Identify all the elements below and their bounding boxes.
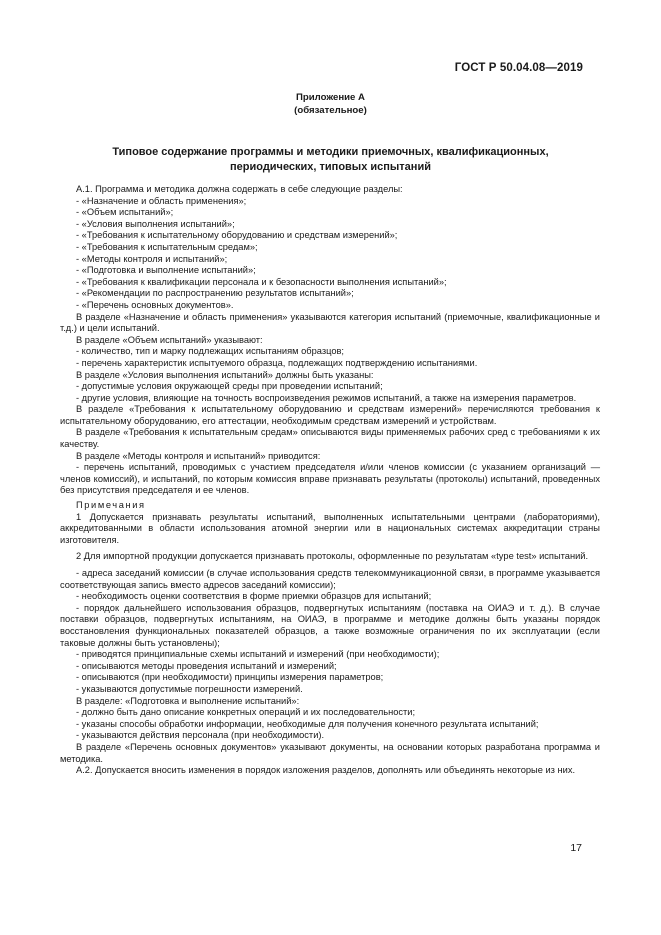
body-paragraph: А.1. Программа и методика должна содержать в себе следующие разделы: xyxy=(76,184,403,194)
body-paragraph: В разделе «Объем испытаний» указывают: xyxy=(76,334,263,345)
body-paragraph: А.2. Допускается вносить изменения в порядок изложения разделов, дополнять или объединять некоторые из них. xyxy=(76,765,576,776)
body-paragraph: В разделе: «Подготовка и выполнение испытаний»: xyxy=(76,695,300,706)
body-paragraph: 2 Для импортной продукции допускается признавать протоколы, оформленные по результатам «type test» испытаний. xyxy=(76,551,589,562)
body-paragraph: - допустимые условия окружающей среды при проведении испытаний; xyxy=(76,381,383,392)
body-paragraph: В разделе «Условия выполнения испытаний» должны быть указаны: xyxy=(76,369,374,380)
body-paragraph: В разделе «Требования к испытательному оборудованию и средствам измерений» перечисляются требования к испытательному оборудованию, его аттестации, необходимым средствам измерений и устройствам. xyxy=(60,404,600,426)
body-paragraph: - количество, тип и марку подлежащих испытаниям образцов; xyxy=(76,346,345,357)
body-paragraph: - адреса заседаний комиссии (в случае использования средств телекоммуникационной связи, в программе указывается соответствующая запись вместо адресов заседаний комиссии); xyxy=(60,568,600,590)
body-paragraph: В разделе «Перечень основных документов» указывают документы, на основании которых разработана программа и методика. xyxy=(60,741,600,764)
body-paragraph: - «Перечень основных документов». xyxy=(76,299,234,310)
page-number: 17 xyxy=(570,842,582,854)
notes-heading: Примечания xyxy=(76,500,146,511)
document-body xyxy=(60,184,600,777)
body-paragraph: - «Методы контроля и испытаний»; xyxy=(76,253,228,264)
body-paragraph: - необходимость оценки соответствия в форме приемки образцов для испытаний; xyxy=(76,591,432,602)
body-paragraph: В разделе «Методы контроля и испытаний» приводится: xyxy=(76,450,321,461)
body-paragraph: - «Требования к квалификации персонала и к безопасности выполнения испытаний»; xyxy=(76,276,447,287)
body-paragraph: - «Подготовка и выполнение испытаний»; xyxy=(76,265,256,276)
body-paragraph: - «Назначение и область применения»; xyxy=(76,195,247,206)
body-paragraph: - «Рекомендации по распространению результатов испытаний»; xyxy=(76,288,354,299)
body-paragraph: - описываются методы проведения испытаний и измерений; xyxy=(76,660,337,671)
appendix-title-line-1: Типовое содержание программы и методики приемочных, квалификационных, xyxy=(112,146,549,158)
document-header-id: ГОСТ Р 50.04.08—2019 xyxy=(454,62,583,74)
appendix-title xyxy=(60,145,601,174)
body-paragraph: - указаны способы обработки информации, необходимые для получения конечного результата испытаний; xyxy=(76,718,539,729)
body-paragraph: 1 Допускается признавать результаты испытаний, выполненных испытательными центрами (лабораториями), аккредитованными в области использования атомной энергии или в национальных системах аккредитации страны изготовителя. xyxy=(60,511,600,545)
body-paragraph: - порядок дальнейшего использования образцов, подвергнутых испытаниям (поставка на ОИАЭ и т. д.). В случае поставки образцов, подвергнутых испытаниям, на ОИАЭ, в программе и методике должны быть указаны порядок восстановления функциональных показателей образцов, а также возможные ограничения по их эксплуатации (если таковые должны быть установлены); xyxy=(60,602,600,648)
body-paragraph: - другие условия, влияющие на точность воспроизведения режимов испытаний, а также на измерения параметров. xyxy=(76,392,577,403)
body-paragraph: - перечень испытаний, проводимых с участием председателя и/или членов комиссии (с указанием организаций — членов комиссий), и испытаний, по которым комиссия вправе признавать результаты (протоколы) испытаний, проведенных без присутствия председателя и ее членов. xyxy=(60,462,600,496)
body-paragraph: - «Объем испытаний»; xyxy=(76,207,174,218)
body-paragraph: В разделе «Назначение и область применения» указываются категория испытаний (приемочные, квалификационные и т.д.) и цели испытаний. xyxy=(60,311,600,334)
body-paragraph: - указываются действия персонала (при необходимости). xyxy=(76,730,325,741)
body-paragraph: - «Условия выполнения испытаний»; xyxy=(76,218,235,229)
body-paragraph: - должно быть дано описание конкретных операций и их последовательности; xyxy=(76,707,416,718)
body-paragraph: - «Требования к испытательному оборудованию и средствам измерений»; xyxy=(76,230,398,241)
body-paragraph: - указываются допустимые погрешности измерений. xyxy=(76,683,303,694)
body-paragraph: - описываются (при необходимости) принципы измерения параметров; xyxy=(76,672,384,683)
appendix-status: (обязательное) xyxy=(294,105,367,116)
appendix-heading xyxy=(0,91,661,117)
body-paragraph: - «Требования к испытательным средам»; xyxy=(76,241,258,252)
appendix-label: Приложение А xyxy=(296,92,365,103)
body-paragraph: - перечень характеристик испытуемого образца, подлежащих подтверждению испытаниями. xyxy=(76,357,478,368)
body-paragraph: В разделе «Требования к испытательным средам» описываются виды применяемых рабочих сред с требованиями к их качеству. xyxy=(60,427,600,450)
appendix-title-line-2: периодических, типовых испытаний xyxy=(230,160,431,173)
body-paragraph: - приводятся принципиальные схемы испытаний и измерений (при необходимости); xyxy=(76,649,440,660)
